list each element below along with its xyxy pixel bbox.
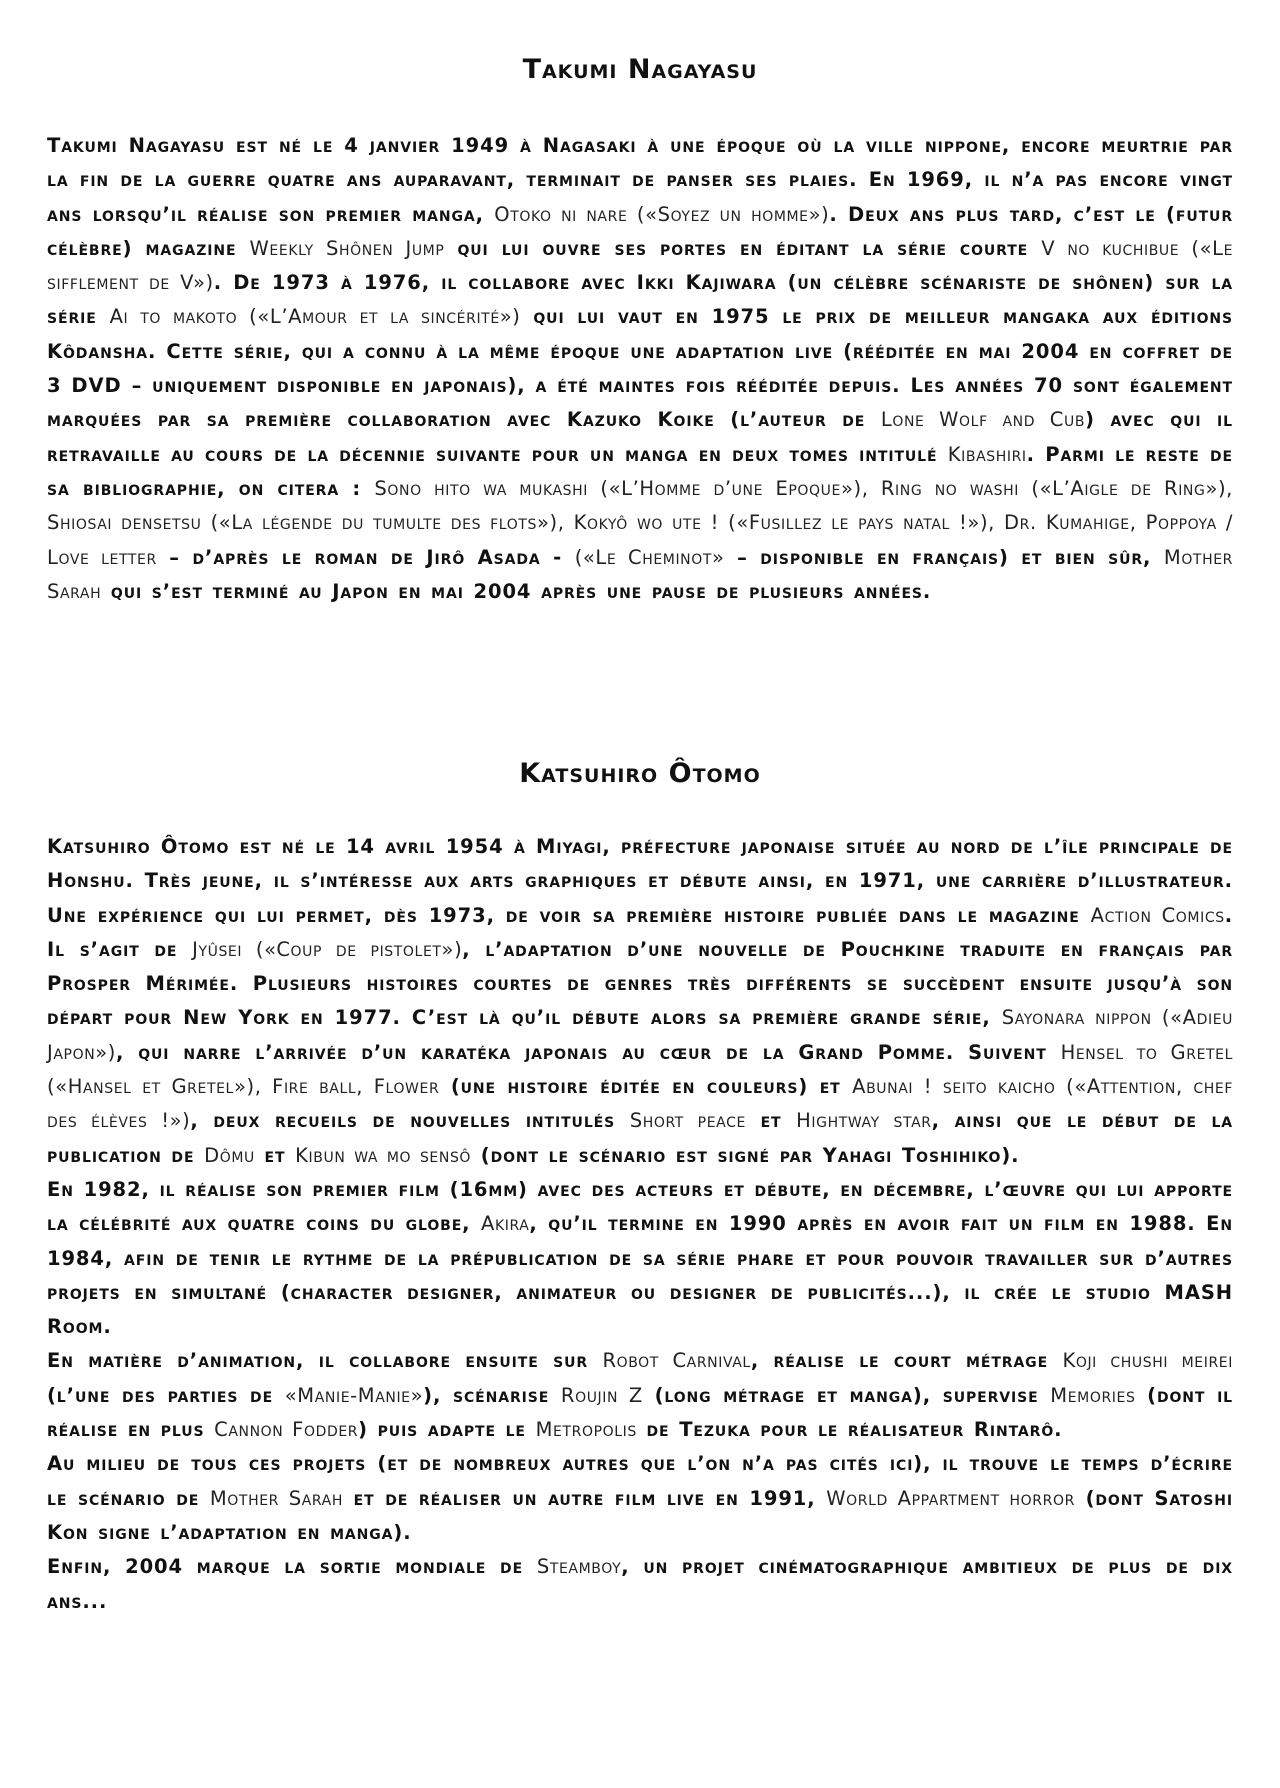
paragraph <box>47 129 1233 609</box>
paragraph <box>47 1173 1233 1344</box>
work-title-text: Mother Sarah <box>47 545 1233 603</box>
work-title-text: Roujin Z <box>560 1383 643 1407</box>
paragraph <box>47 830 1233 1173</box>
body-text-segment: En 1982, il réalise son premier film (16mm) avec des acteurs et débute, en décembre, l’œuvre qui lui apporte la célébrité aux quatre coins du globe, <box>47 1177 1233 1236</box>
body-text-segment: qui s’est terminé au Japon en mai 2004 après une pause de plusieurs années. <box>101 579 932 603</box>
work-title-text: Kibashiri <box>947 442 1027 466</box>
body-text-segment: , l’adaptation d’une nouvelle de Pouchkine traduite en français par Prosper Mérimée. Plusieurs histoires courtes de genres très différents se succèdent ensuite jusqu’à son départ pour New York en 1977. C’est là qu’il débute alors sa première grande série, <box>47 937 1233 1030</box>
body-text-segment: , réalise le court métrage <box>750 1349 1063 1373</box>
body-text-segment: (une histoire éditée en couleurs) et <box>439 1075 853 1099</box>
work-title-text: Otoko ni nare («Soyez un homme») <box>494 202 830 226</box>
biography-otomo <box>47 830 1233 1619</box>
body-text-segment: , un projet cinématographique ambitieux de plus de dix ans... <box>47 1555 1233 1613</box>
body-text-segment: ), scénarise <box>423 1383 561 1407</box>
work-title-text: Sono hito wa mukashi («L’Homme d’une Epoque»), Ring no washi («L’Aigle de Ring»), Shiosai densetsu («La légende du tumulte des flots»), Kokyô wo ute ! («Fusillez le pays natal !»), Dr. Kumahige, Poppoya / Love letter <box>47 476 1233 569</box>
work-title-text: («Le Cheminot» <box>574 545 725 569</box>
work-title-text: «Manie-Manie» <box>284 1383 424 1407</box>
body-text-segment: (dont le scénario est signé par Yahagi Toshihiko). <box>471 1143 1020 1167</box>
work-title-text: Abunai ! seito kaicho («Attention, chef des élèves !») <box>47 1075 1233 1133</box>
work-title-text: Mother Sarah <box>209 1486 343 1510</box>
body-text-segment: – disponible en français) et bien sûr, <box>724 545 1164 569</box>
work-title-text: V no kuchibue («Le sifflement de V») <box>47 236 1234 295</box>
work-title-text: Lone Wolf and Cub <box>880 408 1086 432</box>
body-text-segment: (dont il réalise en plus <box>47 1383 1234 1442</box>
work-title-text: Jyûsei («Coup de pistolet») <box>192 937 463 961</box>
body-text-segment: . Il s’agit de <box>47 903 1233 961</box>
work-title-text: Cannon Fodder <box>214 1418 359 1442</box>
work-title-text: Robot Carnival <box>602 1349 751 1373</box>
body-text-segment: , deux recueils de nouvelles intitulés <box>190 1109 630 1133</box>
work-title-text: Ai to makoto («L’Amour et la sincérité») <box>109 305 521 329</box>
work-title-text: Kibun wa mo sensô <box>295 1143 472 1167</box>
body-text-segment: qui lui vaut en 1975 le prix de meilleur mangaka aux éditions Kôdansha. Cette série, qui a connu à la même époque une adaptation live (rééditée en mai 2004 en coffret de 3 DVD – uniquement disponible en japonais), a été maintes fois rééditée depuis. Les années 70 sont également marquées par sa première collaboration avec Kazuko Koike (l’auteur de <box>47 305 1233 432</box>
paragraph <box>47 1550 1233 1619</box>
work-title-text: Metropolis <box>535 1418 637 1442</box>
body-text-segment: Enfin, 2004 marque la sortie mondiale de <box>47 1555 537 1579</box>
body-text-segment: (l’une des parties de <box>47 1383 285 1407</box>
body-text-segment: , ainsi que le début de la publication de <box>47 1109 1233 1167</box>
body-text-segment: . De 1973 à 1976, il collabore avec Ikki Kajiwara (un célèbre scénariste de shônen) sur la série <box>47 271 1233 329</box>
body-text-segment: – d’après le roman de Jirô Asada - <box>156 545 575 569</box>
body-text-segment: Au milieu de tous ces projets (et de nombreux autres que l’on n’a pas cités ici), il trouve le temps d’écrire le scénario de <box>47 1452 1233 1510</box>
work-title-text: Koji chushi meirei <box>1062 1349 1233 1373</box>
paragraph <box>47 1447 1233 1550</box>
biography-nagayasu <box>47 129 1233 609</box>
body-text-segment: (long métrage et manga), supervise <box>642 1383 1051 1407</box>
body-text-segment: de Tezuka pour le réalisateur Rintarô. <box>636 1418 1063 1442</box>
body-text-segment: (dont Satoshi Kon signe l’adaptation en manga). <box>47 1486 1234 1544</box>
body-text-segment: et de réaliser un autre film live en 1991, <box>342 1486 827 1510</box>
work-title-text: Short peace <box>629 1109 746 1133</box>
work-title-text: World Appartment horror <box>826 1486 1075 1510</box>
work-title-text: Hensel to Gretel («Hansel et Gretel»), Fire ball, Flower <box>47 1040 1234 1099</box>
body-text-segment: , qui narre l’arrivée d’un karatéka japonais au cœur de la Grand Pomme. Suivent <box>116 1040 1061 1064</box>
work-title-text: Sayonara nippon («Adieu Japon») <box>47 1006 1233 1064</box>
body-text-segment: En matière d’animation, il collabore ensuite sur <box>47 1349 603 1373</box>
body-text-segment: Katsuhiro Ôtomo est né le 14 avril 1954 à Miyagi, préfecture japonaise située au nord de l’île principale de Honshu. Très jeune, il s’intéresse aux arts graphiques et débute ainsi, en 1971, une carrière d’illustrateur. Une expérience qui lui permet, dès 1973, de voir sa première histoire publiée dans le magazine <box>47 835 1233 927</box>
work-title-text: Steamboy <box>536 1555 622 1579</box>
section-title-nagayasu: Takumi Nagayasu <box>522 54 758 85</box>
body-text-segment: . Deux ans plus tard, c’est le (futur célèbre) magazine <box>47 202 1233 260</box>
section-title-otomo: Katsuhiro Ôtomo <box>519 758 761 789</box>
body-text-segment: et <box>745 1109 797 1133</box>
paragraph <box>47 1344 1233 1447</box>
work-title-text: Memories <box>1050 1383 1136 1407</box>
body-text-segment: et <box>254 1143 296 1167</box>
work-title-text: Weekly Shônen Jump <box>249 236 445 260</box>
body-text-segment: , qu’il termine en 1990 après en avoir fait un film en 1988. En 1984, afin de tenir le rythme de la prépublication de sa série phare et pour pouvoir travailler sur d’autres projets en simultané (character designer, animateur ou designer de publicités...), il crée le studio MASH Room. <box>47 1212 1233 1339</box>
body-text-segment: ) avec qui il retravaille au cours de la décennie suivante pour un manga en deux tomes intitulé <box>47 408 1233 466</box>
body-text-segment: Takumi Nagayasu est né le 4 janvier 1949 à Nagasaki à une époque où la ville nippone, encore meurtrie par la fin de la guerre quatre ans auparavant, terminait de panser ses plaies. En 1969, il n’a pas encore vingt ans lorsqu’il réalise son premier manga, <box>47 134 1233 226</box>
work-title-text: Hightway star <box>796 1109 932 1133</box>
work-title-text: Dômu <box>204 1143 255 1167</box>
body-text-segment: ) puis adapte le <box>358 1418 536 1442</box>
work-title-text: Action Comics <box>1090 903 1225 927</box>
work-title-text: Akira <box>481 1212 530 1236</box>
body-text-segment: qui lui ouvre ses portes en éditant la série courte <box>444 236 1042 260</box>
body-text-segment: . Parmi le reste de sa bibliographie, on citera : <box>47 442 1234 500</box>
